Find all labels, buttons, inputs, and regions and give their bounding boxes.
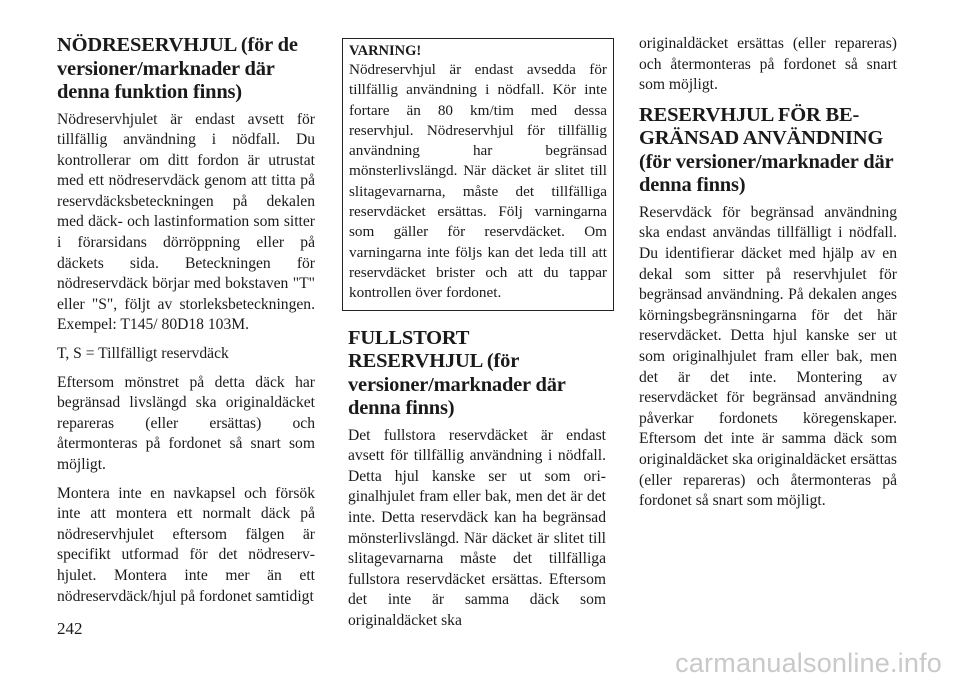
section-heading-full-size-spare: FULLSTORT RESERVHJUL (för versioner/marknader där denna finns) (348, 326, 566, 420)
paragraph-full-size-spare: Det fullstora reservdäcket är endast avsett för tillfällig användning i nödfall. Detta hjul kanske ser ut som originalhjulet fram eller bak, men det är det inte. Detta reservdäck kan ha begränsad mönsterlivslängd. När däcket är slitet till slitagevarnarna måste det tillfälliga fullstora reservdäcket ersättas. Eftersom det inte är samma däck som originaldäcket ska (348, 426, 606, 629)
paragraph-tread-life: Eftersom mönstret på detta däck har begränsad livslängd ska originaldäcket repareras (eller ersättas) och återmonteras på fordonet så snart som möjligt. (57, 373, 315, 473)
section-heading-limited-use-spare: RESERVHJUL FÖR BEGRÄNSAD ANVÄNDNING (för versioner/marknader där denna finns) (639, 103, 894, 197)
column-right (639, 34, 897, 520)
column-middle (348, 34, 606, 640)
paragraph-emergency-spare-intro: Nödreservhjulet är endast avsett för tillfällig användning i nödfall. Du kontrollerar om ditt fordon är utrustat med ett nödreservdäck genom att titta på reservdäcksbeteckningen på dekalen med däck- och lastinformation som sitter i förarsidans dörröppning eller på däckets sida. Beteckningen för nödreservdäck börjar med bokstaven "T" eller "S", följt av storleksbeteckningen. Exempel: T145/ 80D18 103M. (57, 110, 315, 334)
warning-text: Nödreservhjul är endast avsedda för tillfällig användning i nödfall. Kör inte fortare än 80 km/tim med dessa reservhjul. Nödreservhjul för tillfällig användning har begränsad mönsterlivslängd. När däcket är slitet till slitagevarnarna, måste det tillfälliga reservdäcket ersättas. Följ varningarna som gäller för reservdäcket. Om varningarna inte följs kan det leda till att reservdäcket brister och att du tappar kontrollen över fordonet. (349, 61, 607, 302)
warning-box (342, 38, 614, 311)
section-heading-emergency-spare: NÖDRESERVHJUL (för de versioner/marknader där denna funktion finns) (57, 34, 298, 103)
paragraph-continuation: originaldäcket ersättas (eller repareras) och återmonteras på fordonet så snart som möjligt. (639, 35, 897, 94)
paragraph-ts-definition: T, S = Tillfälligt reservdäck (57, 345, 229, 363)
paragraph-limited-use-spare: Reservdäck för begränsad användning ska endast användas tillfälligt i nödfall. Du identifierar däcket med hjälp av en dekal som sitter på reservhjulet för begränsad användning. På dekalen anges körningsbegränsningarna för det här reservdäcket. Detta hjul kanske ser ut som originalhjulet fram eller bak, men det är det inte. Montering av reservdäcket för begränsad användning påverkar fordonets köregenskaper. Eftersom det inte är samma däck som originaldäcket ska originaldäcket ersättas (eller repareras) och återmonteras på fordonet så snart som möjligt. (639, 203, 897, 510)
site-watermark: carmanualsonline.info (675, 648, 942, 678)
column-left (57, 34, 315, 615)
paragraph-hubcap-warning: Montera inte en navkapsel och försök inte att montera ett normalt däck på nödreservhjulet eftersom fälgen är specifikt utformad för det nödreservhjulet. Montera inte mer än ett nödreservdäck/hjul på fordonet samtidigt (57, 484, 315, 605)
warning-title: VARNING! (349, 43, 422, 59)
page-number: 242 (57, 619, 83, 638)
